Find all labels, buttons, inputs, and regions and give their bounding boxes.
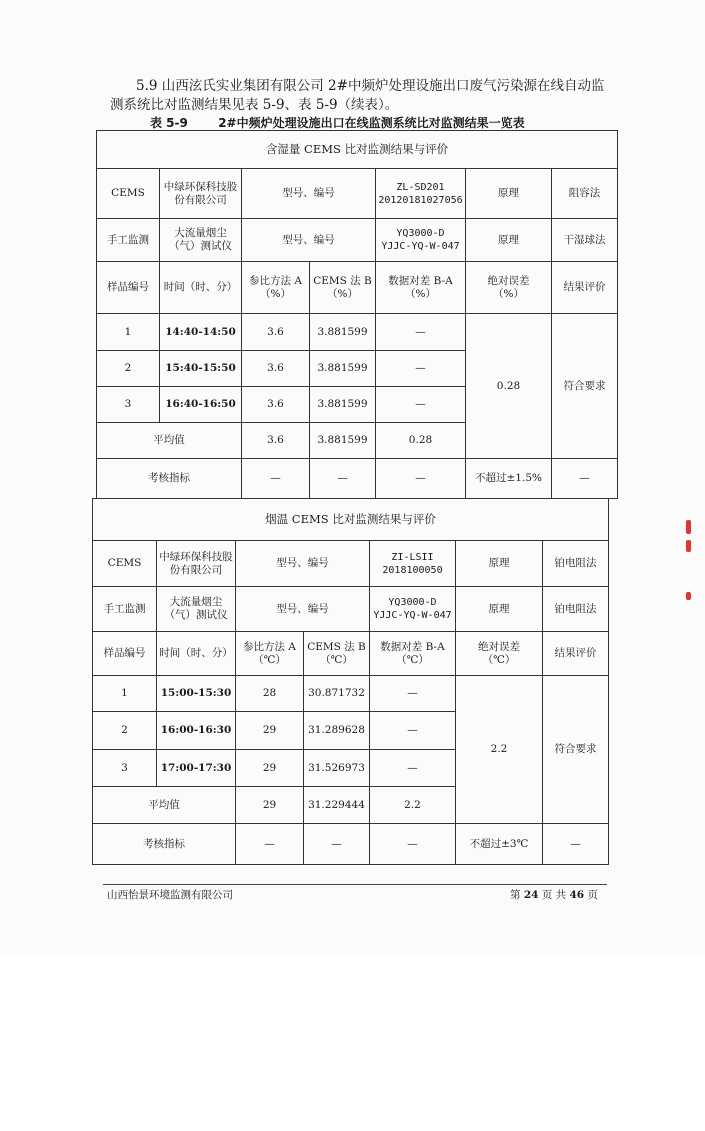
header-ref-a: 参比方法 A （%） xyxy=(242,262,310,314)
seal-fragment xyxy=(686,520,691,534)
current-page: 24 xyxy=(523,889,539,901)
criteria-a: — xyxy=(242,459,310,499)
cems-maker: 中绿环保科技股份有限公司 xyxy=(157,541,236,587)
principle-label: 原理 xyxy=(456,587,543,632)
model-label: 型号、编号 xyxy=(236,541,370,587)
header-abs-error: 绝对误差 （℃） xyxy=(456,632,543,676)
criteria-b: — xyxy=(304,824,370,865)
row-time: 15:40-15:50 xyxy=(160,351,242,387)
manual-model: YQ3000-D YJJC-YQ-W-047 xyxy=(376,219,466,262)
row-id: 1 xyxy=(93,676,157,712)
average-label: 平均值 xyxy=(93,787,236,824)
header-diff: 数据对差 B-A （℃） xyxy=(370,632,456,676)
row-b: 30.871732 xyxy=(304,676,370,712)
seal-fragment xyxy=(686,592,691,600)
result-value: 符合要求 xyxy=(543,676,609,824)
abs-error-value: 0.28 xyxy=(466,314,552,459)
row-b: 31.526973 xyxy=(304,750,370,787)
row-id: 1 xyxy=(97,314,160,351)
criteria-abs: 不超过±1.5% xyxy=(466,459,552,499)
row-diff: — xyxy=(376,314,466,351)
header-result: 结果评价 xyxy=(552,262,618,314)
row-a: 29 xyxy=(236,750,304,787)
criteria-a: — xyxy=(236,824,304,865)
cems-maker: 中绿环保科技股份有限公司 xyxy=(160,169,242,219)
model-label: 型号、编号 xyxy=(242,169,376,219)
row-a: 28 xyxy=(236,676,304,712)
humidity-comparison-table xyxy=(96,130,618,499)
header-abs-error: 绝对误差 （%） xyxy=(466,262,552,314)
criteria-b: — xyxy=(310,459,376,499)
row-b: 3.881599 xyxy=(310,351,376,387)
cems-label: CEMS xyxy=(93,541,157,587)
row-time: 15:00-15:30 xyxy=(157,676,236,712)
row-id: 3 xyxy=(97,387,160,423)
average-b: 31.229444 xyxy=(304,787,370,824)
section-title: 含湿量 CEMS 比对监测结果与评价 xyxy=(97,131,618,169)
criteria-diff: — xyxy=(376,459,466,499)
header-time: 时间（时、分） xyxy=(157,632,236,676)
manual-model: YQ3000-D YJJC-YQ-W-047 xyxy=(370,587,456,632)
model-label: 型号、编号 xyxy=(242,219,376,262)
row-b: 3.881599 xyxy=(310,387,376,423)
row-time: 16:40-16:50 xyxy=(160,387,242,423)
manual-instrument: 大流量烟尘（气）测试仪 xyxy=(157,587,236,632)
average-b: 3.881599 xyxy=(310,423,376,459)
manual-label: 手工监测 xyxy=(93,587,157,632)
table-caption xyxy=(150,114,525,131)
table-number: 表 5-9 xyxy=(150,116,188,130)
row-a: 3.6 xyxy=(242,314,310,351)
average-a: 29 xyxy=(236,787,304,824)
manual-principle: 干湿球法 xyxy=(552,219,618,262)
row-id: 3 xyxy=(93,750,157,787)
cems-model: ZI-LSII 2018100050 xyxy=(370,541,456,587)
header-cems-b: CEMS 法 B （℃） xyxy=(304,632,370,676)
footer-page-number xyxy=(510,887,598,902)
seal-fragment xyxy=(686,540,691,552)
cems-principle: 阻容法 xyxy=(552,169,618,219)
row-time: 17:00-17:30 xyxy=(157,750,236,787)
row-diff: — xyxy=(376,387,466,423)
row-b: 3.881599 xyxy=(310,314,376,351)
row-diff: — xyxy=(376,351,466,387)
row-diff: — xyxy=(370,712,456,750)
row-id: 2 xyxy=(97,351,160,387)
row-diff: — xyxy=(370,750,456,787)
criteria-result: — xyxy=(543,824,609,865)
row-diff: — xyxy=(370,676,456,712)
header-sample-id: 样品编号 xyxy=(97,262,160,314)
row-time: 14:40-14:50 xyxy=(160,314,242,351)
section-title: 烟温 CEMS 比对监测结果与评价 xyxy=(93,499,609,541)
criteria-abs: 不超过±3℃ xyxy=(456,824,543,865)
row-b: 31.289628 xyxy=(304,712,370,750)
header-diff: 数据对差 B-A （%） xyxy=(376,262,466,314)
criteria-row xyxy=(97,459,618,499)
average-label: 平均值 xyxy=(97,423,242,459)
result-value: 符合要求 xyxy=(552,314,618,459)
average-diff: 2.2 xyxy=(370,787,456,824)
table-title: 2#中频炉处理设施出口在线监测系统比对监测结果一览表 xyxy=(218,116,525,130)
cems-model: ZL-SD201 20120181027056 xyxy=(376,169,466,219)
header-time: 时间（时、分） xyxy=(160,262,242,314)
cems-label: CEMS xyxy=(97,169,160,219)
header-result: 结果评价 xyxy=(543,632,609,676)
temperature-comparison-table xyxy=(92,498,609,865)
row-a: 3.6 xyxy=(242,387,310,423)
principle-label: 原理 xyxy=(456,541,543,587)
average-diff: 0.28 xyxy=(376,423,466,459)
page-mid: 页 共 xyxy=(541,889,567,901)
row-id: 2 xyxy=(93,712,157,750)
average-a: 3.6 xyxy=(242,423,310,459)
criteria-result: — xyxy=(552,459,618,499)
footer-divider xyxy=(103,884,607,885)
criteria-diff: — xyxy=(370,824,456,865)
manual-label: 手工监测 xyxy=(97,219,160,262)
table-row xyxy=(97,314,618,351)
row-time: 16:00-16:30 xyxy=(157,712,236,750)
footer-company: 山西怡景环境监测有限公司 xyxy=(107,889,233,901)
header-ref-a: 参比方法 A （℃） xyxy=(236,632,304,676)
criteria-label: 考核指标 xyxy=(97,459,242,499)
criteria-label: 考核指标 xyxy=(93,824,236,865)
row-a: 29 xyxy=(236,712,304,750)
cems-principle: 铂电阻法 xyxy=(543,541,609,587)
header-cems-b: CEMS 法 B （%） xyxy=(310,262,376,314)
row-a: 3.6 xyxy=(242,351,310,387)
criteria-row xyxy=(93,824,609,865)
intro-paragraph: 5.9 山西泫氏实业集团有限公司 2#中频炉处理设施出口废气污染源在线自动监测系统比对监测结果见表 5-9、表 5-9（续表）。 xyxy=(110,78,605,113)
model-label: 型号、编号 xyxy=(236,587,370,632)
manual-principle: 铂电阻法 xyxy=(543,587,609,632)
page-suffix: 页 xyxy=(587,889,598,901)
total-pages: 46 xyxy=(569,889,585,901)
page-prefix: 第 xyxy=(510,889,521,901)
header-sample-id: 样品编号 xyxy=(93,632,157,676)
table-row xyxy=(93,676,609,712)
principle-label: 原理 xyxy=(466,169,552,219)
abs-error-value: 2.2 xyxy=(456,676,543,824)
manual-instrument: 大流量烟尘（气）测试仪 xyxy=(160,219,242,262)
principle-label: 原理 xyxy=(466,219,552,262)
